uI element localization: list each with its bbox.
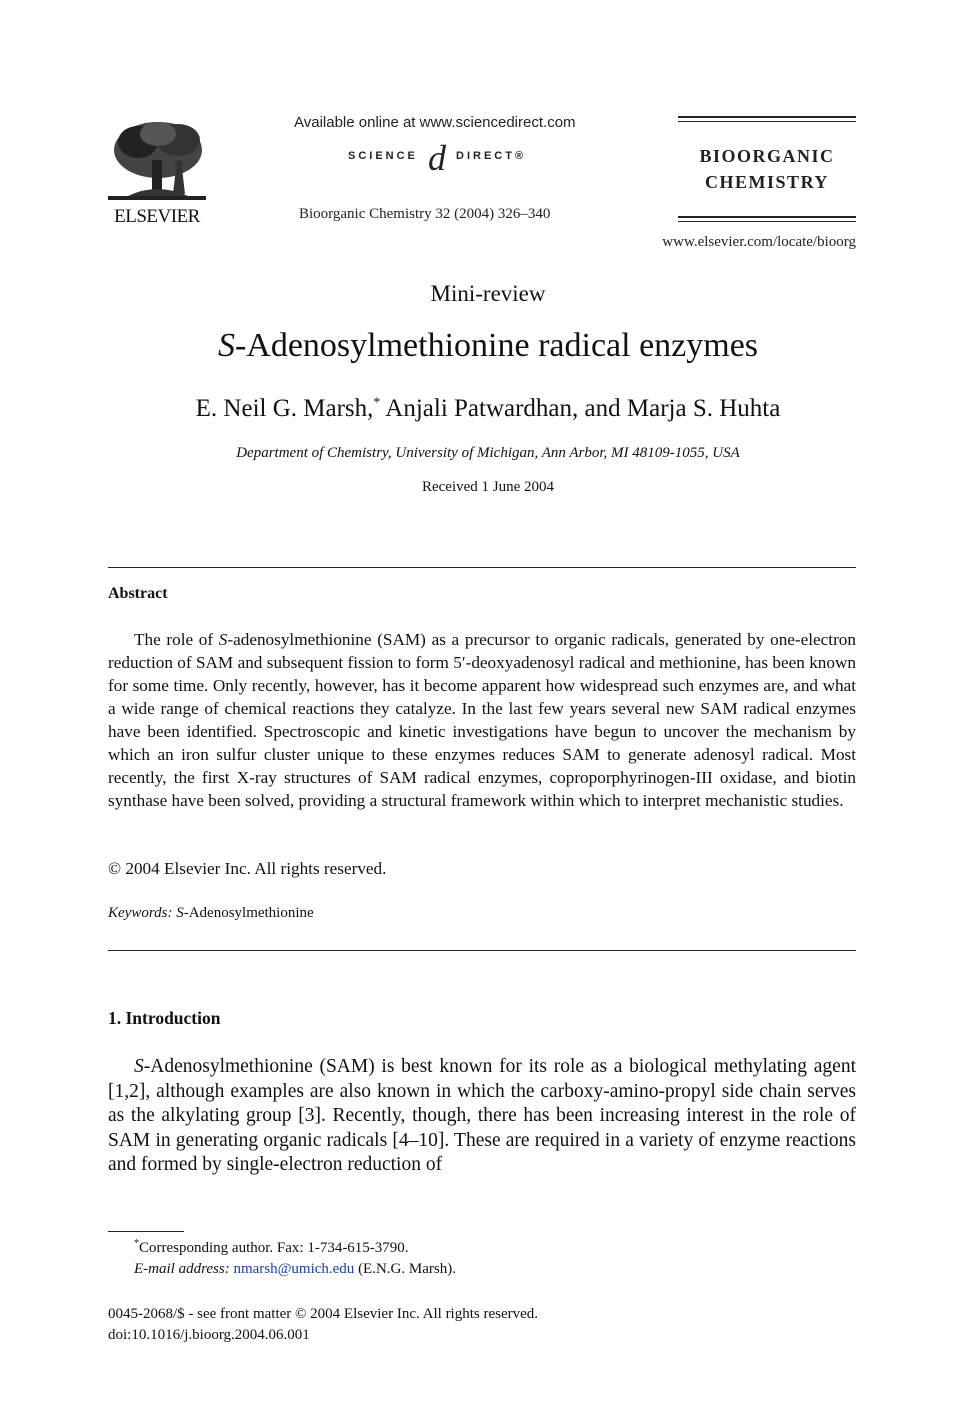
intro-body: -Adenosylmethionine (SAM) is best known for its role as a biological methylating agent [1,2], although examples are also known in which the carboxy-amino-propyl side chain serves as the alkylating group [3]. Recently, though, there has been increasing interest in the role of SAM in generating organic radicals [4–10]. These are required in a variety of enzyme reactions and formed by single-electron reduction of bbox=[108, 1056, 856, 1175]
title-text: -Adenosylmethionine radical enzymes bbox=[234, 327, 759, 364]
journal-top-rule bbox=[678, 116, 856, 122]
abstract-text-start: The role of bbox=[134, 630, 219, 649]
elsevier-logo bbox=[108, 116, 206, 227]
publisher-name: ELSEVIER bbox=[114, 206, 200, 227]
intro-italic-s: S bbox=[134, 1056, 144, 1077]
footnote-corresponding-text: Corresponding author. Fax: 1-734-615-3790. bbox=[139, 1240, 409, 1256]
journal-bottom-rule bbox=[678, 216, 856, 222]
introduction-text bbox=[108, 1055, 856, 1178]
journal-name-box bbox=[678, 116, 856, 226]
author-marsh: E. Neil G. Marsh, bbox=[195, 395, 374, 422]
sciencedirect-logo bbox=[348, 140, 548, 180]
footnote-corresponding bbox=[134, 1238, 409, 1257]
footnote-email bbox=[134, 1261, 456, 1278]
abstract-top-rule bbox=[108, 567, 856, 568]
keywords-italic-s: S bbox=[176, 905, 184, 921]
journal-url-link[interactable]: www.elsevier.com/locate/bioorg bbox=[662, 234, 856, 250]
affiliation: Department of Chemistry, University of Michigan, Ann Arbor, MI 48109-1055, USA bbox=[236, 445, 740, 461]
email-label: E-mail address: bbox=[134, 1261, 230, 1277]
abstract-bottom-rule bbox=[108, 950, 856, 951]
article-type: Mini-review bbox=[430, 281, 546, 306]
doi-line[interactable]: doi:10.1016/j.bioorg.2004.06.001 bbox=[108, 1327, 310, 1343]
journal-citation: Bioorganic Chemistry 32 (2004) 326–340 bbox=[299, 206, 551, 222]
sciencedirect-d-icon: d bbox=[428, 138, 446, 178]
footnote-mark: * bbox=[134, 1238, 139, 1249]
title-italic-s: S bbox=[217, 327, 235, 364]
email-suffix: (E.N.G. Marsh). bbox=[358, 1261, 456, 1277]
abstract-copyright: © 2004 Elsevier Inc. All rights reserved. bbox=[108, 859, 387, 878]
author-others: Anjali Patwardhan, and Marja S. Huhta bbox=[380, 395, 781, 422]
keywords bbox=[108, 905, 314, 922]
authors bbox=[0, 395, 976, 423]
abstract-text bbox=[108, 628, 856, 812]
keywords-value: -Adenosylmethionine bbox=[183, 905, 314, 921]
abstract-italic-s: S bbox=[218, 630, 228, 649]
available-online-text: Available online at www.sciencedirect.com bbox=[294, 114, 576, 131]
issn-line: 0045-2068/$ - see front matter © 2004 Elsevier Inc. All rights reserved. bbox=[108, 1306, 539, 1322]
corresponding-mark[interactable]: * bbox=[373, 395, 381, 411]
keywords-label: Keywords: bbox=[108, 905, 173, 921]
article-title bbox=[0, 327, 976, 365]
journal-name-line1: BIOORGANIC bbox=[699, 146, 835, 166]
footnote-rule bbox=[108, 1231, 184, 1232]
abstract-heading: Abstract bbox=[108, 585, 168, 602]
abstract-text-body: -adenosylmethionine (SAM) as a precursor to organic radicals, generated by one-electron reduction of SAM and subsequent fission to form 5′-deoxyadenosyl radical and methionine, has been known for some time. Only recently, however, has it become apparent how widespread such enzymes are, and what a wide range of chemical reactions they catalyze. In the last few years several new SAM radical enzymes have been identified. Spectroscopic and kinetic investigations have begun to uncover the mechanism by which an iron sulfur cluster unique to these enzymes reduces SAM to generate adenosyl radical. Most recently, the first X-ray structures of SAM radical enzymes, coproporphyrinogen-III oxidase, and biotin synthase have been solved, providing a structural framework within which to interpret mechanistic studies. bbox=[108, 630, 856, 810]
received-date: Received 1 June 2004 bbox=[421, 479, 555, 495]
email-link[interactable]: nmarsh@umich.edu bbox=[233, 1261, 355, 1277]
introduction-heading: 1. Introduction bbox=[108, 1008, 221, 1028]
elsevier-tree-icon bbox=[108, 116, 206, 206]
sciencedirect-right-word: DIRECT® bbox=[456, 150, 527, 162]
journal-name-line2: CHEMISTRY bbox=[705, 172, 829, 192]
sciencedirect-left-word: SCIENCE bbox=[348, 150, 418, 162]
